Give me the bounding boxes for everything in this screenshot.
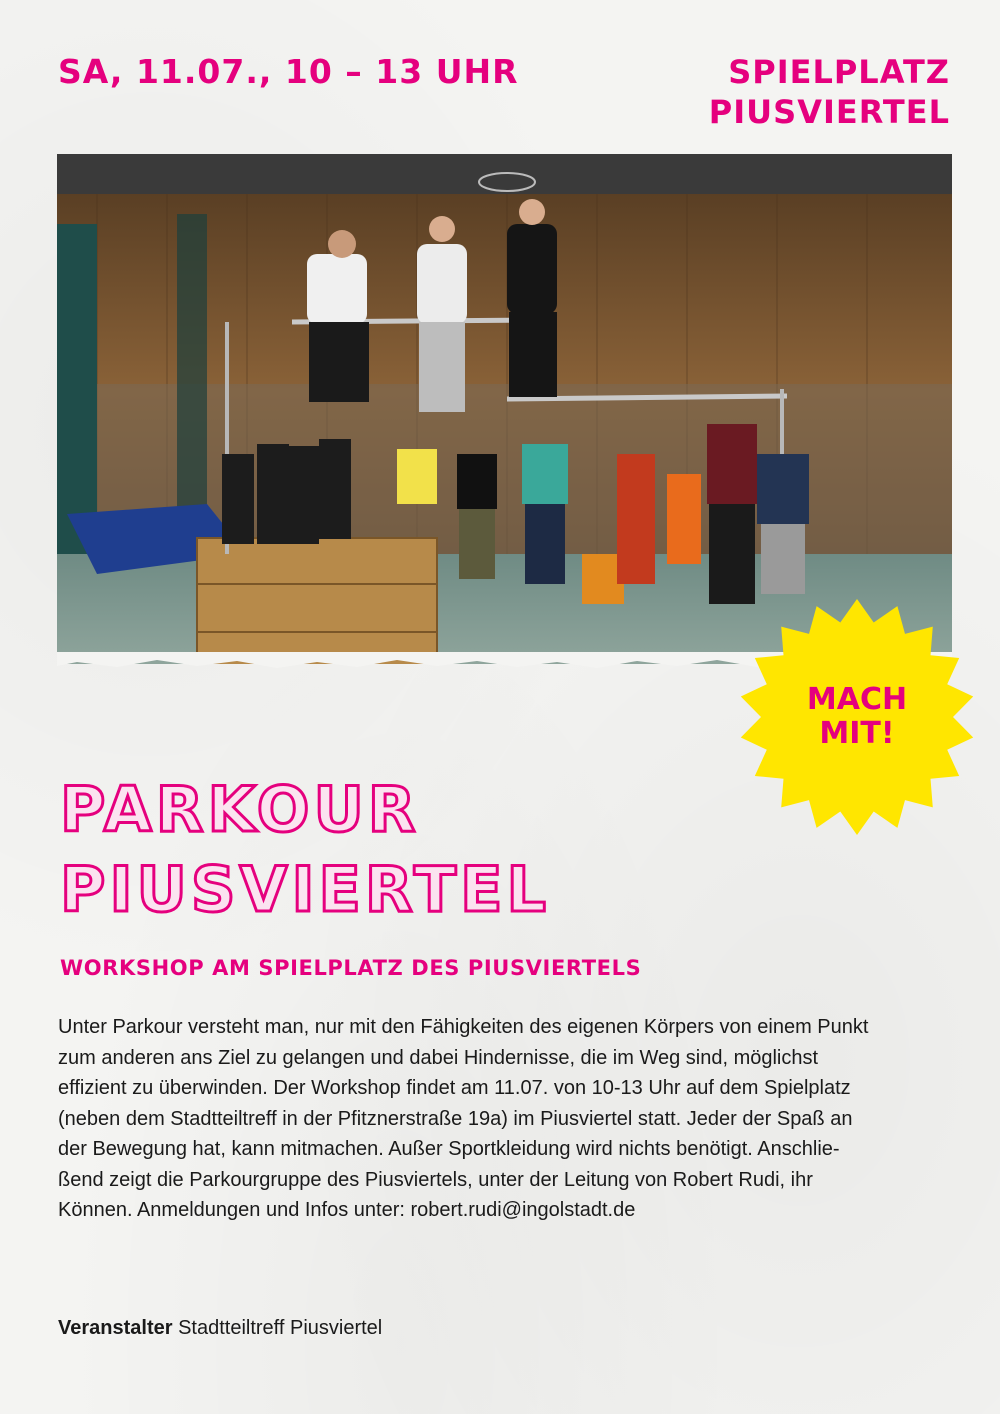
badge-line-1: MACH bbox=[806, 682, 908, 717]
body-line: ßend zeigt die Parkourgruppe des Piusviertels, unter der Leitung von Robert Rudi, ihr bbox=[58, 1168, 813, 1191]
venue-heading bbox=[709, 52, 950, 132]
description-paragraph bbox=[58, 1012, 958, 1226]
badge-line-2: MIT! bbox=[819, 716, 895, 751]
subtitle: WORKSHOP AM SPIELPLATZ DES PIUSVIERTELS bbox=[60, 956, 642, 980]
venue-line-2: PIUSVIERTEL bbox=[708, 93, 950, 131]
body-line: (neben dem Stadtteiltreff in der Pfitznerstraße 19a) im Piusviertel statt. Jeder der Spaß an bbox=[58, 1107, 853, 1130]
body-line: effizient zu überwinden. Der Workshop findet am 11.07. von 10-13 Uhr auf dem Spielplatz bbox=[58, 1077, 851, 1099]
venue-line-1: SPIELPLATZ bbox=[728, 53, 950, 91]
group-photo bbox=[57, 154, 952, 664]
page-title bbox=[60, 770, 550, 930]
gym-photo-illustration bbox=[57, 154, 952, 664]
title-line-2: PIUSVIERTEL bbox=[60, 853, 551, 926]
title-line-1: PARKOUR bbox=[60, 773, 420, 846]
body-line: Können. Anmeldungen und Infos unter: robert.rudi@ingolstadt.de bbox=[58, 1199, 636, 1221]
event-date-time: SA, 11.07., 10 – 13 UHR bbox=[58, 52, 519, 91]
body-line: zum anderen ans Ziel zu gelangen und dabei Hindernisse, die im Weg sind, möglichst bbox=[58, 1046, 819, 1069]
organizer-label: Veranstalter bbox=[58, 1317, 173, 1339]
body-line: Unter Parkour versteht man, nur mit den Fähigkeiten des eigenen Körpers von einem Punkt bbox=[58, 1016, 869, 1038]
organizer-line bbox=[58, 1317, 382, 1340]
mach-mit-badge bbox=[737, 597, 977, 837]
body-line: der Bewegung hat, kann mitmachen. Außer Sportkleidung wird nichts benötigt. Anschlie- bbox=[58, 1138, 840, 1160]
organizer-name: Stadtteiltreff Piusviertel bbox=[178, 1317, 383, 1339]
